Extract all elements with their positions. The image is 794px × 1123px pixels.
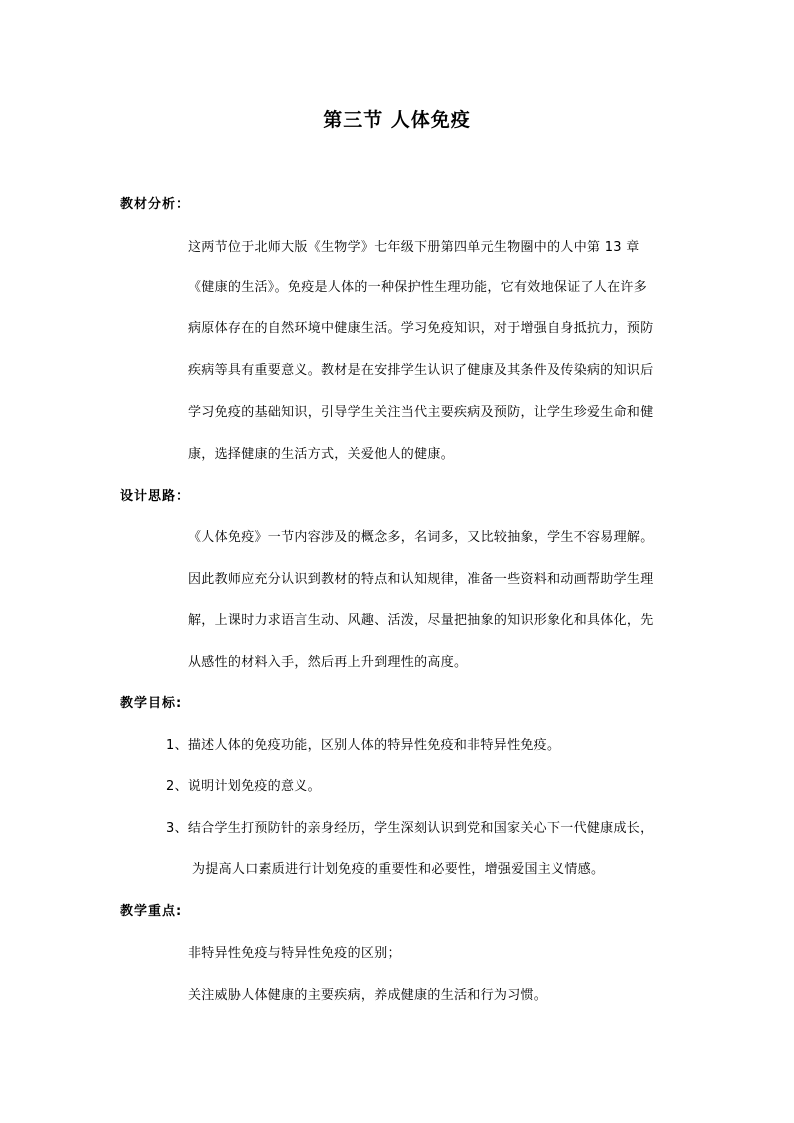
design-line: 从感性的材料入手，然后再上升到理性的高度。 bbox=[188, 655, 468, 670]
focus-heading: 教学重点: bbox=[120, 904, 183, 919]
analysis-line: 病原体存在的自然环境中健康生活。学习免疫知识，对于增强自身抵抗力，预防 bbox=[188, 321, 654, 336]
analysis-heading: 教材分析： bbox=[120, 197, 191, 212]
goals-heading: 教学目标: bbox=[120, 696, 183, 711]
design-line: 《人体免疫》一节内容涉及的概念多，名词多，又比较抽象，学生不容易理解。 bbox=[188, 530, 654, 545]
goal-item: 3、结合学生打预防针的亲身经历，学生深刻认识到党和国家关心下一代健康成长， bbox=[166, 821, 654, 836]
design-line: 因此教师应充分认识到教材的特点和认知规律，准备一些资料和动画帮助学生理 bbox=[188, 572, 654, 587]
focus-line: 非特异性免疫与特异性免疫的区别； bbox=[188, 946, 401, 961]
analysis-line: 康，选择健康的生活方式，关爱他人的健康。 bbox=[188, 447, 455, 462]
design-line: 解，上课时力求语言生动、风趣、活泼，尽量把抽象的知识形象化和具体化，先 bbox=[188, 613, 654, 628]
goal-item-continuation: 为提高人口素质进行计划免疫的重要性和必要性，增强爱国主义情感。 bbox=[192, 862, 605, 877]
page-title: 第三节 人体免疫 bbox=[323, 109, 471, 131]
analysis-line: 这两节位于北师大版《生物学》七年级下册第四单元生物圈中的人中第 13 章 bbox=[188, 240, 640, 255]
goal-item: 1、描述人体的免疫功能，区别人体的特异性免疫和非特异性免疫。 bbox=[166, 738, 561, 753]
design-heading: 设计思路： bbox=[120, 489, 191, 504]
analysis-line: 学习免疫的基础知识，引导学生关注当代主要疾病及预防，让学生珍爱生命和健 bbox=[188, 405, 654, 420]
analysis-line: 《健康的生活》。免疫是人体的一种保护性生理功能，它有效地保证了人在许多 bbox=[188, 280, 648, 295]
goal-item: 2、说明计划免疫的意义。 bbox=[166, 779, 321, 794]
analysis-line: 疾病等具有重要意义。教材是在安排学生认识了健康及其条件及传染病的知识后 bbox=[188, 363, 654, 378]
focus-line: 关注威胁人体健康的主要疾病，养成健康的生活和行为习惯。 bbox=[188, 988, 548, 1003]
